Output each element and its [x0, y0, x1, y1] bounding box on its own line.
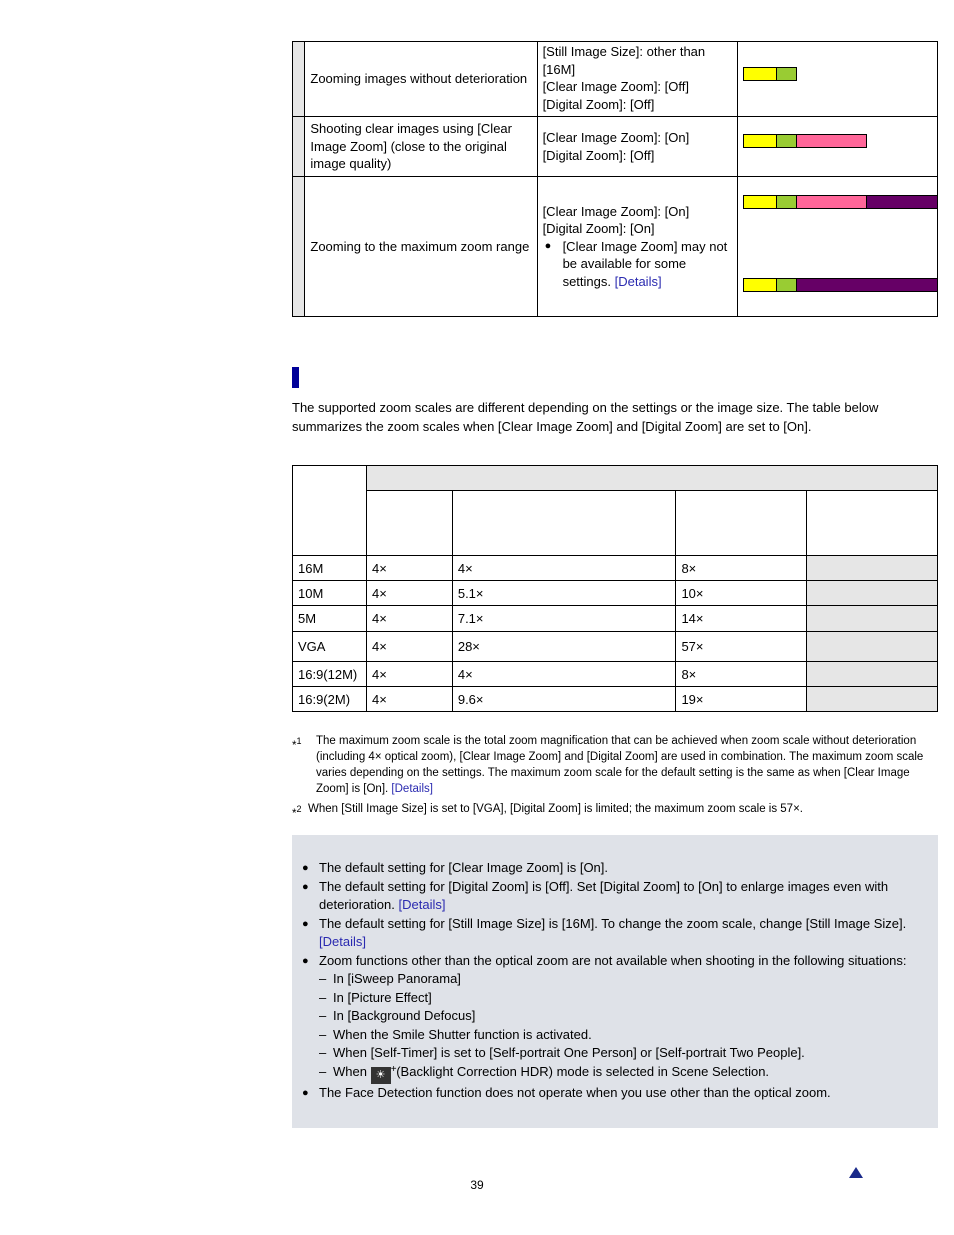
- optical-zoom-bar: [743, 134, 777, 148]
- hint-subitem-text: (Backlight Correction HDR) mode is selected in Scene Selection.: [396, 1063, 770, 1079]
- smart-zoom-bar: [776, 195, 797, 209]
- scale-cell: [807, 687, 938, 712]
- scale-cell: 14×: [676, 606, 807, 632]
- footnote-marker: [292, 733, 302, 754]
- hint-text: Zoom functions other than the optical zoom are not available when shooting in the following situations:: [319, 952, 907, 968]
- hint-text: The default setting for [Still Image Size] is [16M]. To change the zoom scale, change [Still Image Size].: [319, 915, 907, 931]
- setting-line: [Digital Zoom]: [Off]: [542, 147, 655, 163]
- table-row: [293, 662, 938, 687]
- footnote-text: The maximum zoom scale is the total zoom magnification that can be achieved when zoom scale without deterioration (including 4× optical zoom), [Clear Image Zoom] and [Digital Zoom] are used in combination. The maximum zoom scale varies depending on the settings. The maximum zoom scale for the default setting is the same as when [Clear Image Zoom] is [On].: [316, 735, 924, 795]
- settings-cell: [537, 177, 737, 317]
- hint-subitem: – When the Smile Shutter function is activated.: [319, 1026, 934, 1045]
- clear-image-zoom-bar: [796, 195, 867, 209]
- header-cell: [452, 491, 676, 556]
- scale-cell: 4×: [366, 556, 452, 581]
- setting-line: [Still Image Size]: other than [16M]: [542, 44, 706, 77]
- scale-cell: 5.1×: [452, 581, 676, 606]
- scale-cell: 8×: [676, 556, 807, 581]
- scale-cell: [807, 606, 938, 632]
- optical-zoom-bar: [743, 195, 777, 209]
- scale-cell: 4×: [366, 687, 452, 712]
- purpose-cell: Zooming to the maximum zoom range: [305, 177, 537, 317]
- header-cell: [293, 466, 367, 556]
- footnote: [292, 733, 932, 797]
- digital-zoom-bar: [866, 195, 938, 209]
- scale-cell: 9.6×: [452, 687, 676, 712]
- size-cell: 16M: [293, 556, 367, 581]
- size-cell: 10M: [293, 581, 367, 606]
- hint-item: [300, 878, 934, 915]
- purpose-cell: Shooting clear images using [Clear Image Zoom] (close to the original image quality): [305, 117, 537, 177]
- scale-cell: 8×: [676, 662, 807, 687]
- zoom-scale-table: [292, 465, 938, 712]
- header-cell: [366, 466, 937, 491]
- size-cell: 16:9(12M): [293, 662, 367, 687]
- hint-subitem-text: When: [333, 1063, 367, 1079]
- scale-cell: 57×: [676, 632, 807, 662]
- footnote-text: When [Still Image Size] is set to [VGA], [Digital Zoom] is limited; the maximum zoom scale is 57×.: [308, 803, 803, 815]
- table-row: [293, 177, 938, 317]
- scale-cell: [807, 632, 938, 662]
- setting-line: [Clear Image Zoom]: [On]: [542, 130, 690, 145]
- size-cell: 5M: [293, 606, 367, 632]
- intro-paragraph: The supported zoom scales are different depending on the settings or the image size. The table below summarizes the zoom scales when [Clear Image Zoom] and [Digital Zoom] are set to [On].: [292, 400, 879, 434]
- smart-zoom-bar: [776, 278, 797, 292]
- settings-cell: [537, 117, 737, 177]
- scale-cell: [807, 556, 938, 581]
- details-link[interactable]: [Details]: [319, 934, 366, 949]
- hint-subitem: – In [Picture Effect]: [319, 989, 934, 1008]
- hint-item: [300, 859, 934, 878]
- scale-cell: [807, 581, 938, 606]
- table-row: [293, 581, 938, 606]
- scale-cell: 4×: [366, 581, 452, 606]
- scale-cell: [807, 662, 938, 687]
- size-cell: 16:9(2M): [293, 687, 367, 712]
- footnote-number: 1: [296, 736, 302, 746]
- setting-line: [Clear Image Zoom]: [On]: [542, 203, 690, 219]
- header-row: [293, 466, 938, 491]
- header-cell: [366, 491, 452, 556]
- hint-item: [300, 1084, 934, 1103]
- footnote: [292, 801, 932, 820]
- row-shade: [293, 117, 305, 177]
- zoom-method-table: [292, 41, 938, 317]
- hint-subitem: – In [Background Defocus]: [319, 1007, 934, 1026]
- table-row: [293, 42, 938, 117]
- section-heading-marker: [292, 367, 299, 388]
- settings-cell: [537, 42, 737, 117]
- scale-cell: 19×: [676, 687, 807, 712]
- table-row: [293, 117, 938, 177]
- hint-subitem: – In [iSweep Panorama]: [319, 970, 934, 989]
- page-number: 39: [470, 1178, 484, 1192]
- optical-zoom-bar: [743, 278, 777, 292]
- hint-text: The default setting for [Clear Image Zoom] is [On].: [319, 860, 609, 875]
- hint-subitem: – When [Self-Timer] is set to [Self-portrait One Person] or [Self-portrait Two People].: [319, 1044, 934, 1063]
- hint-item: [300, 915, 934, 952]
- table-row: [293, 632, 938, 662]
- clear-image-zoom-bar: [796, 134, 867, 148]
- zoom-range-cell: [737, 117, 937, 177]
- hint-text: The default setting for [Digital Zoom] is [Off]. Set [Digital Zoom] to [On] to enlarge images even with deterioration.: [319, 878, 889, 912]
- hint-item: [300, 952, 934, 1084]
- purpose-cell: Zooming images without deterioration: [305, 42, 537, 117]
- size-cell: VGA: [293, 632, 367, 662]
- footnote-asterisk: *: [292, 739, 297, 752]
- hint-list: [300, 859, 934, 1102]
- zoom-range-cell: [737, 42, 937, 117]
- setting-line: [Digital Zoom]: [On]: [542, 221, 655, 237]
- backlight-correction-hdr-icon: ☀ +: [371, 1067, 391, 1084]
- scale-cell: 7.1×: [452, 606, 676, 632]
- zoom-range-cell: [737, 177, 937, 317]
- back-to-top-icon[interactable]: [849, 1167, 863, 1178]
- hint-text: The Face Detection function does not operate when you use other than the optical zoom.: [319, 1084, 831, 1100]
- row-shade: [293, 177, 305, 317]
- setting-note-text: [Clear Image Zoom] may not be available for some settings.: [562, 238, 728, 289]
- setting-line: [Digital Zoom]: [Off]: [542, 96, 655, 112]
- footnote-number: 2: [296, 804, 302, 814]
- setting-line: [Clear Image Zoom]: [Off]: [542, 79, 689, 94]
- scale-cell: 4×: [452, 556, 676, 581]
- details-link[interactable]: [Details]: [398, 897, 446, 912]
- table-row: [293, 687, 938, 712]
- hint-subitem: [319, 1063, 934, 1084]
- smart-zoom-bar: [776, 134, 797, 148]
- scale-cell: 4×: [452, 662, 676, 687]
- setting-note: [543, 238, 732, 291]
- header-cell: [676, 491, 807, 556]
- scale-cell: 10×: [676, 581, 807, 606]
- scale-cell: 4×: [366, 606, 452, 632]
- table-row: [293, 556, 938, 581]
- footnote-asterisk: *: [292, 807, 297, 820]
- header-row: [293, 491, 938, 556]
- scale-cell: 4×: [366, 632, 452, 662]
- table-row: [293, 606, 938, 632]
- scale-cell: 4×: [366, 662, 452, 687]
- details-link[interactable]: [Details]: [391, 783, 433, 795]
- digital-zoom-bar: [796, 278, 938, 292]
- optical-zoom-bar: [743, 67, 777, 81]
- header-cell: [807, 491, 938, 556]
- row-shade: [293, 42, 305, 117]
- scale-cell: 28×: [452, 632, 676, 662]
- details-link[interactable]: [Details]: [614, 273, 662, 289]
- smart-zoom-bar: [776, 67, 797, 81]
- hint-box: [292, 835, 938, 1128]
- footnote-marker: [292, 801, 302, 822]
- footnotes: [292, 733, 932, 820]
